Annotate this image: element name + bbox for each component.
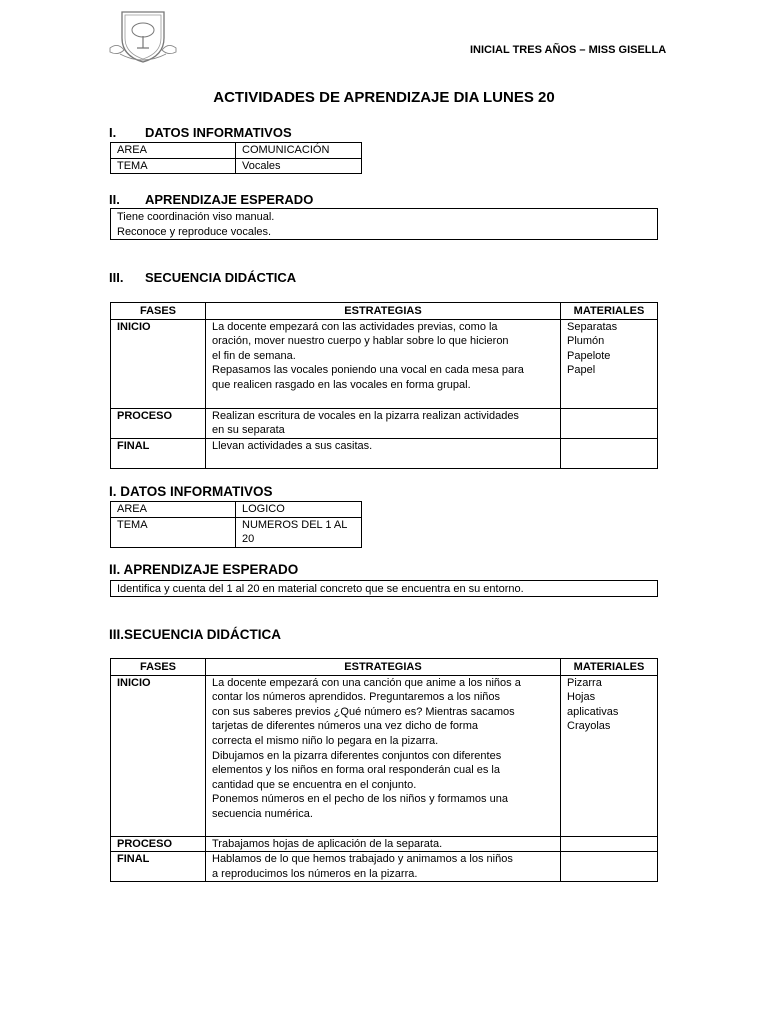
- column-header-materiales: MATERIALES: [561, 303, 658, 320]
- materiales-cell: Pizarra Hojas aplicativas Crayolas: [561, 675, 658, 836]
- section-secuencia-heading-2: III.SECUENCIA DIDÁCTICA: [109, 627, 282, 642]
- table-row: [111, 852, 658, 882]
- section-title: DATOS INFORMATIVOS: [145, 125, 292, 140]
- estrategia-cell: Llevan actividades a sus casitas.: [206, 438, 561, 468]
- page-title: ACTIVIDADES DE APRENDIZAJE DIA LUNES 20: [213, 89, 555, 106]
- area-label: AREA: [111, 502, 236, 518]
- column-header-fases: FASES: [111, 303, 206, 320]
- aprendizaje-box: [110, 208, 658, 240]
- area-label: AREA: [111, 143, 236, 159]
- aprendizaje-line: Tiene coordinación viso manual.: [117, 211, 275, 223]
- column-header-fases: FASES: [111, 659, 206, 676]
- datos-table: [110, 142, 362, 174]
- section-title: SECUENCIA DIDÁCTICA: [145, 270, 297, 285]
- column-header-materiales: MATERIALES: [561, 659, 658, 676]
- secuencia-table-2: [110, 658, 658, 882]
- tema-value: Vocales: [236, 158, 362, 174]
- datos-table-2: [110, 501, 362, 548]
- fase-cell: PROCESO: [111, 408, 206, 438]
- table-row: [111, 319, 658, 408]
- column-header-estrategias: ESTRATEGIAS: [206, 659, 561, 676]
- tema-label: TEMA: [111, 517, 236, 547]
- section-secuencia-heading: [109, 270, 296, 285]
- fase-cell: FINAL: [111, 852, 206, 882]
- section-datos-heading: [109, 125, 292, 140]
- table-row: [111, 502, 362, 518]
- table-row: [111, 517, 362, 547]
- table-row: [111, 143, 362, 159]
- fase-cell: INICIO: [111, 319, 206, 408]
- table-row: [111, 158, 362, 174]
- materiales-cell: Separatas Plumón Papelote Papel: [561, 319, 658, 408]
- table-row: [111, 836, 658, 852]
- materiales-cell: [561, 408, 658, 438]
- estrategia-cell: La docente empezará con una canción que anime a los niños a contar los números aprendidos. Preguntaremos a los niños con sus saberes previos ¿Qué número es? Mientras sacamos tarjetas de diferentes números una vez dicho de forma correcta el mismo niño lo pegara en la pizarra. Dibujamos en la pizarra diferentes conjuntos con diferentes elementos y los niños en forma oral responderán cual es la cantidad que se encuentra en el conjunto. Ponemos números en el pecho de los niños y formamos una secuencia numérica.: [206, 675, 561, 836]
- section-datos-heading-2: I. DATOS INFORMATIVOS: [109, 484, 273, 499]
- aprendizaje-box-2: [110, 580, 658, 597]
- secuencia-table: [110, 302, 658, 469]
- table-header-row: [111, 659, 658, 676]
- aprendizaje-line: Reconoce y reproduce vocales.: [117, 225, 272, 238]
- estrategia-cell: Trabajamos hojas de aplicación de la separata.: [206, 836, 561, 852]
- section-aprendizaje-heading: [109, 192, 313, 207]
- table-row: [111, 408, 658, 438]
- header-teacher-label: INICIAL TRES AÑOS – MISS GISELLA: [470, 44, 667, 56]
- fase-cell: FINAL: [111, 438, 206, 468]
- fase-cell: INICIO: [111, 675, 206, 836]
- estrategia-cell: Hablamos de lo que hemos trabajado y animamos a los niños a reproducimos los números en la pizarra.: [206, 852, 561, 882]
- materiales-cell: [561, 836, 658, 852]
- materiales-cell: [561, 438, 658, 468]
- school-crest-icon: [106, 8, 180, 64]
- tema-label: TEMA: [111, 158, 236, 174]
- aprendizaje-line: Identifica y cuenta del 1 al 20 en material concreto que se encuentra en su entorno.: [117, 583, 524, 595]
- section-aprendizaje-heading-2: II. APRENDIZAJE ESPERADO: [109, 562, 299, 577]
- column-header-estrategias: ESTRATEGIAS: [206, 303, 561, 320]
- fase-cell: PROCESO: [111, 836, 206, 852]
- estrategia-cell: Realizan escritura de vocales en la pizarra realizan actividades en su separata: [206, 408, 561, 438]
- section-number: III.: [109, 270, 124, 285]
- table-header-row: [111, 303, 658, 320]
- table-row: [111, 438, 658, 468]
- table-row: [111, 675, 658, 836]
- tema-value: NUMEROS DEL 1 AL 20: [236, 517, 362, 547]
- estrategia-cell: La docente empezará con las actividades previas, como la oración, mover nuestro cuerpo y hablar sobre lo que hicieron el fin de semana. Repasamos las vocales poniendo una vocal en cada mesa para que realicen rasgado en las vocales en forma grupal.: [206, 319, 561, 408]
- section-number: II.: [109, 192, 120, 207]
- area-value: COMUNICACIÓN: [236, 143, 362, 159]
- section-number: I.: [109, 125, 117, 140]
- area-value: LOGICO: [236, 502, 362, 518]
- section-title: APRENDIZAJE ESPERADO: [145, 192, 314, 207]
- materiales-cell: [561, 852, 658, 882]
